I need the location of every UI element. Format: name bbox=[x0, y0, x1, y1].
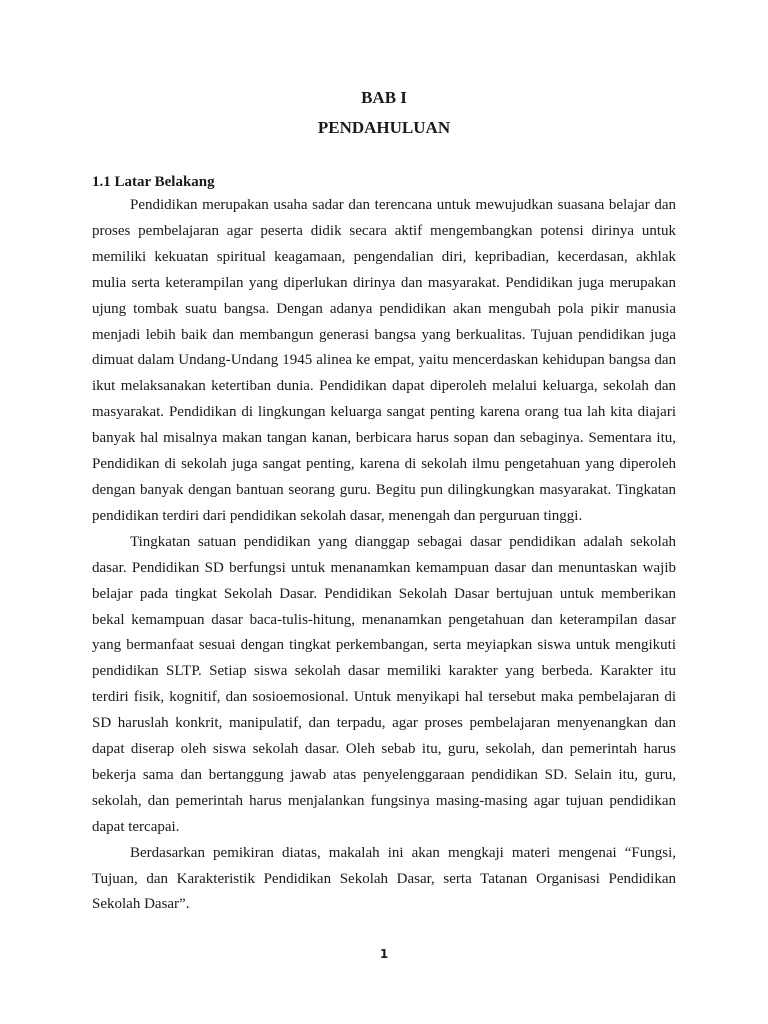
chapter-title: PENDAHULUAN bbox=[317, 118, 451, 137]
paragraph-3: Berdasarkan pemikiran diatas, makalah ini akan mengkaji materi mengenai “Fungsi, Tujuan, dan Karakteristik Pendidikan Sekolah Dasar, serta Tatanan Organisasi Pendidikan Sekolah Dasar”. bbox=[92, 844, 676, 913]
paragraph-2: Tingkatan satuan pendidikan yang dianggap sebagai dasar pendidikan adalah sekolah dasar. Pendidikan SD berfungsi untuk menanamkan kemampuan dasar dan menuntaskan wajib belajar pada tingkat Sekolah Dasar. Pendidikan Sekolah Dasar bertujuan untuk memberikan bekal kemampuan dasar baca-tulis-hitung, menanamkan pengetahuan dan keterampilan dasar yang bermanfaat sesuai dengan tingkat perkembangan, serta meyiapkan siswa untuk mengikuti pendidikan SLTP. Setiap siswa sekolah dasar memiliki karakter yang berbeda. Karakter itu terdiri fisik, kognitif, dan sosioemosional. Untuk menyikapi hal tersebut maka pembelajaran di SD haruslah konkrit, manipulatif, dan terpadu, agar proses pembelajaran menyenangkan dan dapat diserap oleh siswa sekolah dasar. Oleh sebab itu, guru, sekolah, dan pemerintah harus bekerja sama dan bertanggung jawab atas penyelenggaraan pendidikan SD. Selain itu, guru, sekolah, dan pemerintah harus menjalankan fungsinya masing-masing agar tujuan pendidikan dapat tercapai. bbox=[92, 533, 676, 835]
page-number: 1 bbox=[379, 947, 389, 961]
chapter-label: BAB I bbox=[361, 88, 407, 107]
section-heading: 1.1 Latar Belakang bbox=[92, 174, 215, 190]
body-text bbox=[92, 193, 676, 918]
paragraph-1: Pendidikan merupakan usaha sadar dan terencana untuk mewujudkan suasana belajar dan proses pembelajaran agar peserta didik secara aktif mengembangkan potensi dirinya untuk memiliki kekuatan spiritual keagamaan, pengendalian diri, kepribadian, kecerdasan, akhlak mulia serta keterampilan yang diperlukan dirinya dan masyarakat. Pendidikan juga merupakan ujung tombak suatu bangsa. Dengan adanya pendidikan akan mengubah pola pikir manusia menjadi lebih baik dan membangun generasi bangsa yang berkualitas. Tujuan pendidikan juga dimuat dalam Undang-Undang 1945 alinea ke empat, yaitu mencerdaskan kehidupan bangsa dan ikut melaksanakan ketertiban dunia. Pendidikan dapat diperoleh melalui keluarga, sekolah dan masyarakat. Pendidikan di lingkungan keluarga sangat penting karena orang tua lah kita diajari banyak hal misalnya makan tangan kanan, berbicara harus sopan dan sebaginya. Sementara itu, Pendidikan di sekolah juga sangat penting, karena di sekolah ilmu pengetahuan yang diperoleh dengan banyak dengan bantuan seorang guru. Begitu pun dilingkungkan masyarakat. Tingkatan pendidikan terdiri dari pendidikan sekolah dasar, menengah dan perguruan tinggi. bbox=[92, 197, 676, 524]
